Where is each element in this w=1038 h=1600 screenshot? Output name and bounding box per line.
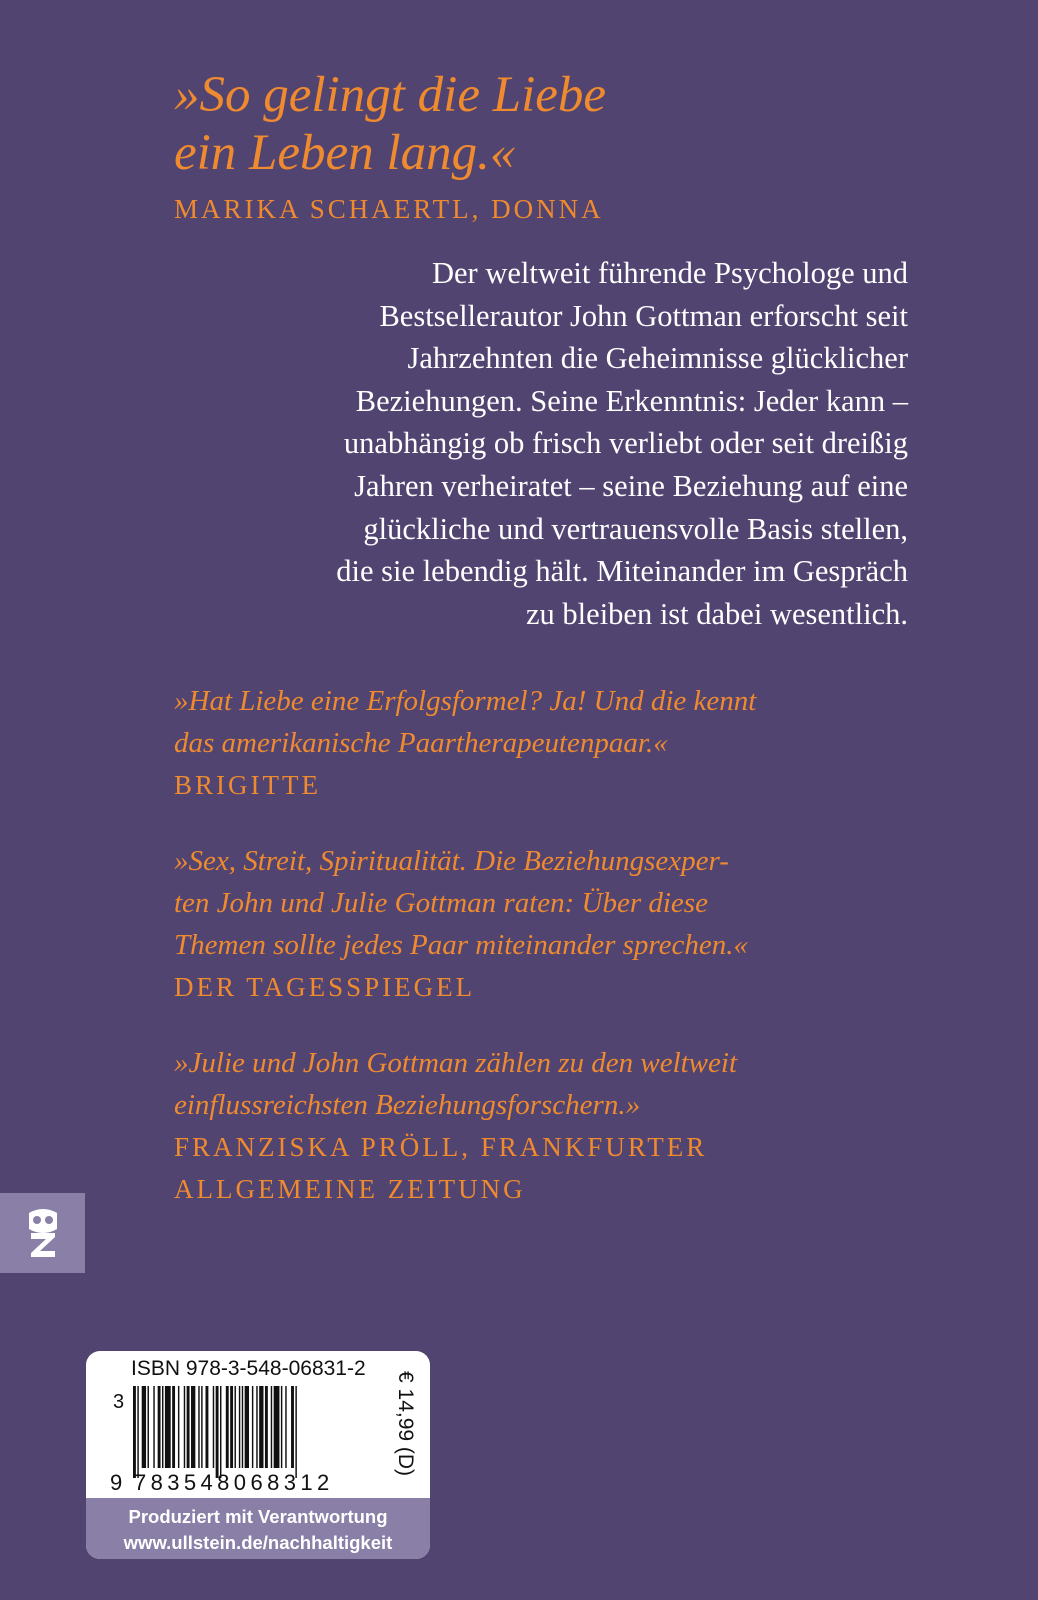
sustainability-note (86, 1498, 430, 1559)
lead-quote-line: ein Leben lang.« (174, 125, 516, 181)
review-source-line: BRIGITTE (174, 770, 321, 800)
review-source (174, 764, 934, 806)
blurb-line: Beziehungen. Seine Erkenntnis: Jeder kann – (355, 383, 908, 418)
blurb-line: glückliche und vertrauensvolle Basis stellen, (363, 511, 908, 546)
lead-quote-source: MARIKA SCHAERTL, DONNA (174, 194, 604, 224)
review-quote-line: »Hat Liebe eine Erfolgsformel? Ja! Und die kennt (174, 685, 757, 717)
price-label: € 14,99 (D) (394, 1371, 417, 1477)
review-quote (174, 840, 934, 966)
barcode-bar (285, 1386, 286, 1468)
barcode-bar (245, 1386, 249, 1468)
barcode-bar (201, 1386, 202, 1468)
sustainability-line: Produziert mit Verantwortung (128, 1506, 388, 1527)
review-source (174, 1126, 934, 1210)
barcode-prefix-digit: 3 (113, 1391, 125, 1413)
blurb-line: die sie lebendig hält. Miteinander im Gespräch (336, 554, 908, 589)
barcode-bar (226, 1386, 229, 1468)
barcode-bar (191, 1386, 195, 1468)
sustainability-url[interactable]: www.ullstein.de/nachhaltigkeit (123, 1532, 393, 1553)
barcode-bar (148, 1386, 149, 1468)
barcode-bar (274, 1386, 280, 1468)
barcode-bar (137, 1386, 138, 1478)
barcode-bar (252, 1386, 253, 1468)
review-faz (174, 1042, 934, 1210)
review-quote-line: das amerikanische Paartherapeutenpaar.« (174, 727, 668, 759)
barcode-bar (165, 1386, 171, 1468)
review-quote-line: einflussreichsten Beziehungsforschern.» (174, 1089, 641, 1121)
barcode-bar (187, 1386, 190, 1468)
lead-quote-line: »So gelingt die Liebe (174, 67, 607, 123)
barcode-bar (172, 1386, 175, 1468)
review-brigitte (174, 680, 934, 806)
barcode-bar (184, 1386, 185, 1468)
review-quote-line: ten John und Julie Gottman raten: Über diese (174, 887, 708, 919)
barcode-bar (206, 1386, 209, 1468)
review-quote (174, 680, 934, 764)
barcode-bar (256, 1386, 257, 1468)
review-source (174, 966, 934, 1008)
lead-quote (174, 66, 874, 182)
barcode-lead-digit: 9 (110, 1470, 123, 1495)
barcode-bar (295, 1386, 296, 1478)
blurb-line: Jahren verheiratet – seine Beziehung auf eine (354, 468, 908, 503)
barcode-bar (142, 1386, 146, 1468)
blurb-line: Der weltweit führende Psychologe und (431, 256, 908, 290)
review-tagesspiegel (174, 840, 934, 1008)
barcode-area (86, 1351, 430, 1498)
barcode-bar (291, 1386, 294, 1468)
blurb-line: zu bleiben ist dabei wesentlich. (526, 596, 908, 631)
barcode-bar (271, 1386, 272, 1468)
blurb-line: unabhängig ob frisch verliebt oder seit dreißig (343, 426, 908, 461)
owl-logo-icon (26, 1207, 60, 1259)
barcode-bars (133, 1386, 351, 1478)
barcode-bar (230, 1386, 233, 1468)
publisher-logo-block (0, 1193, 85, 1273)
barcode-bar (239, 1386, 240, 1468)
barcode-bar (220, 1386, 221, 1478)
barcode-bar (133, 1386, 136, 1478)
barcode-bar (242, 1386, 243, 1468)
barcode-bar (213, 1386, 214, 1468)
barcode-bar (235, 1386, 236, 1468)
barcode-bar (216, 1386, 219, 1478)
barcode-digits: 783548068312 (134, 1470, 334, 1495)
barcode-bar (178, 1386, 179, 1468)
isbn-label: ISBN 978-3-548-06831-2 (131, 1357, 366, 1380)
barcode-bar (153, 1386, 154, 1468)
review-quote-line: Themen sollte jedes Paar miteinander sprechen.« (174, 929, 748, 961)
review-source-line: FRANZISKA PRÖLL, FRANKFURTER (174, 1132, 708, 1162)
review-quote (174, 1042, 934, 1126)
barcode-bar (162, 1386, 163, 1468)
review-quote-line: »Julie und John Gottman zählen zu den weltweit (174, 1047, 738, 1079)
barcode-bar (198, 1386, 199, 1468)
barcode-bar (265, 1386, 268, 1468)
barcode-bar (281, 1386, 282, 1468)
book-blurb (180, 252, 908, 635)
review-quote-line: »Sex, Streit, Spiritualität. Die Beziehungsexper- (174, 845, 729, 877)
barcode-bar (259, 1386, 263, 1468)
blurb-line: Jahrzehnten die Geheimnisse glücklicher (407, 341, 908, 376)
barcode-panel (86, 1351, 430, 1559)
barcode-bar (158, 1386, 161, 1468)
blurb-line: Bestsellerautor John Gottman erforscht seit (379, 298, 908, 333)
review-source-line: ALLGEMEINE ZEITUNG (174, 1174, 526, 1204)
review-source-line: DER TAGESSPIEGEL (174, 972, 476, 1002)
